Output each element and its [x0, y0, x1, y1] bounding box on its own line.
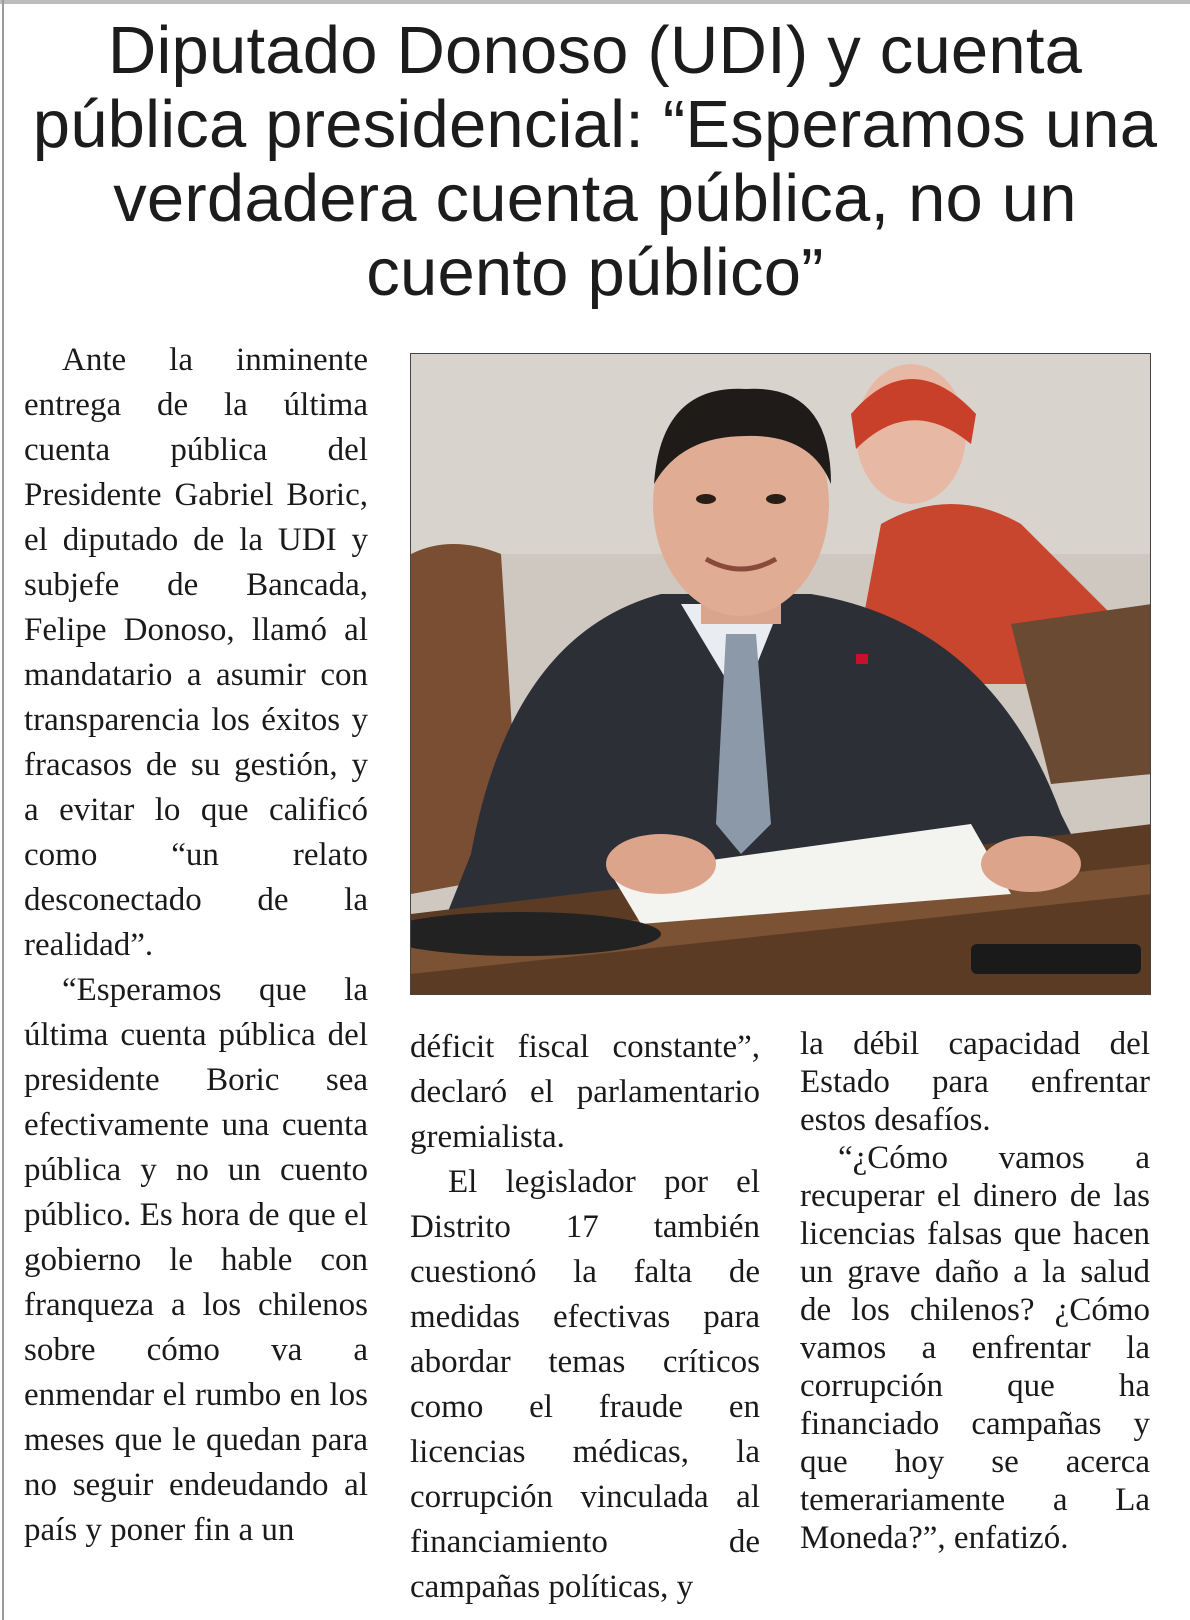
paragraph-intro: Ante la inminente entrega de la última cuenta pública del Presidente Gabriel Boric, el diputado de la UDI y subjefe de Bancada, Felipe Donoso, llamó al mandatario a asumir con transparencia los éxitos y fracasos de su gestión, y a evitar lo que calificó como “un relato desconectado de la realidad”.: [24, 342, 368, 963]
article-column-2: [410, 1025, 760, 1610]
article-photo: [410, 353, 1151, 995]
photo-icon: [411, 354, 1151, 995]
article-headline: Diputado Donoso (UDI) y cuenta pública presidencial: “Esperamos una verdadera cuenta pública, no un cuento público”: [32, 13, 1158, 310]
paragraph-legislator: El legislador por el Distrito 17 también cuestionó la falta de medidas efectivas para abordar temas críticos como el fraude en licencias médicas, la corrupción vinculada al financiamiento de campañas políticas, y: [410, 1164, 760, 1605]
paragraph-continued: déficit fiscal constante”, declaró el parlamentario gremialista.: [410, 1029, 760, 1155]
article-column-1: [24, 338, 368, 1553]
top-rule: [0, 0, 1190, 4]
paragraph-quote: “Esperamos que la última cuenta pública del presidente Boric sea efectivamente una cuenta pública y no un cuento público. Es hora de que el gobierno le hable con franqueza a los chilenos sobre cómo va a enmendar el rumbo en los meses que le quedan para no seguir endeudando al país y poner fin a un: [24, 972, 368, 1548]
article-column-3: [800, 1025, 1150, 1557]
paragraph-question: “¿Cómo vamos a recuperar el dinero de las licencias falsas que hacen un grave daño a la salud de los chilenos? ¿Cómo vamos a enfrentar la corrupción que ha financiado campañas y que hoy se acerca temerariamente a La Moneda?”, enfatizó.: [800, 1140, 1150, 1556]
left-rule: [2, 0, 4, 1620]
paragraph-continued: la débil capacidad del Estado para enfrentar estos desafíos.: [800, 1026, 1150, 1138]
